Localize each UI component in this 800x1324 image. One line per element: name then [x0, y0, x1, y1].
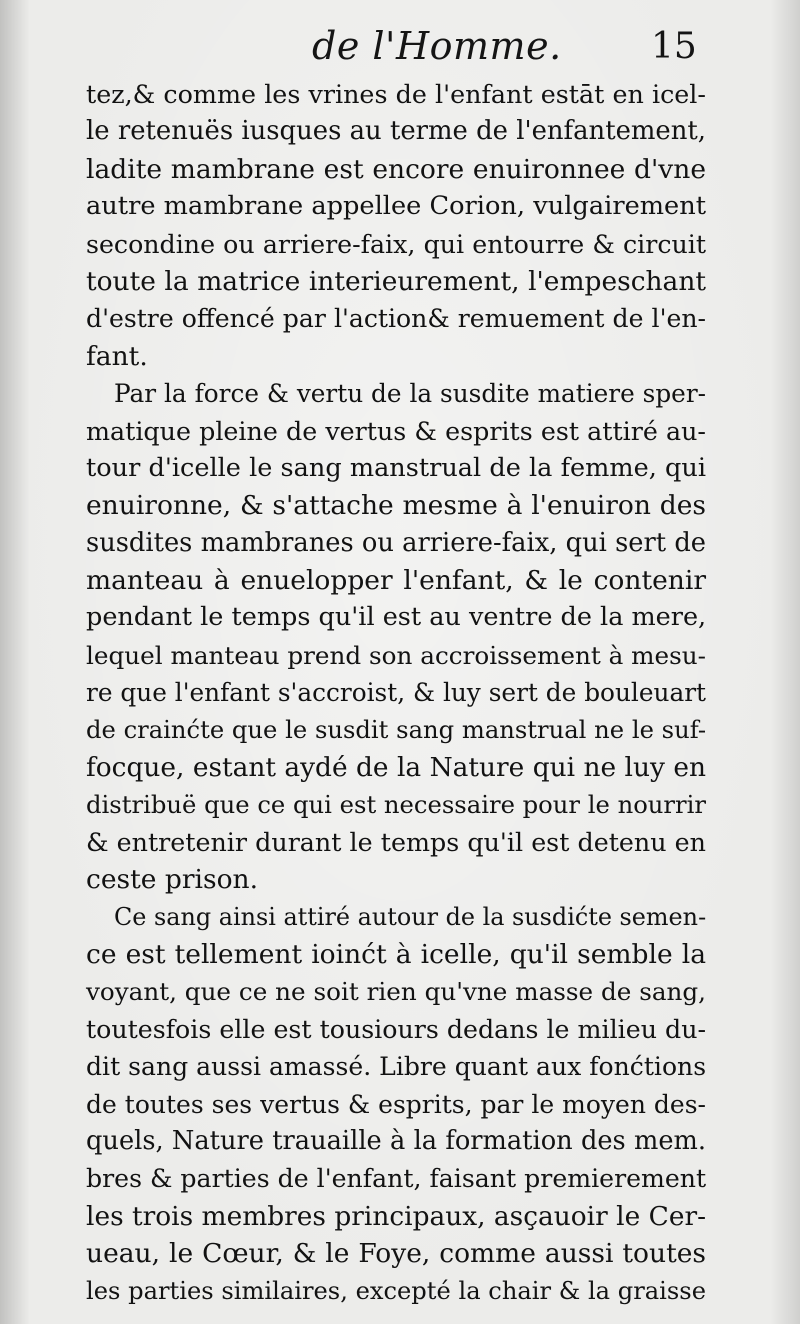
text-line: tez,& comme les vrines de l'enfant estāt en icel-: [86, 79, 706, 109]
text-line: dit sang aussi amassé. Libre quant aux fonćtions: [86, 1052, 707, 1082]
text-line: ceste prison.: [86, 864, 259, 896]
text-line: manteau à enuelopper l'enfant, & le contenir: [86, 565, 706, 597]
text-line: enuironne, & s'attache mesme à l'enuiron des: [86, 490, 706, 522]
text-line: tour d'icelle le sang manstrual de la femme, qui: [86, 452, 706, 483]
text-line: autre mambrane appellee Corion, vulgairement: [86, 191, 706, 222]
text-line: voyant, que ce ne soit rien qu'vne masse de sang,: [86, 977, 706, 1007]
text-line: ce est tellement ioinćt à icelle, qu'il semble la: [86, 938, 706, 970]
text-line: Ce sang ainsi attiré autour de la susdićte semen-: [114, 902, 707, 931]
text-line: re que l'enfant s'accroist, & luy sert de bouleuart: [86, 678, 706, 708]
running-title: de l'Homme.: [312, 24, 562, 68]
page-number: 15: [651, 26, 697, 67]
text-line: bres & parties de l'enfant, faisant premierement: [86, 1164, 707, 1194]
text-line: pendant le temps qu'il est au ventre de la mere,: [86, 602, 707, 633]
text-line: toute la matrice interieurement, l'empeschant: [86, 265, 706, 297]
text-line: quels, Nature trauaille à la formation des mem.: [86, 1125, 706, 1156]
text-line: secondine ou arriere-faix, qui entourre & circuit: [86, 229, 706, 259]
text-line: focque, estant aydé de la Nature qui ne luy en: [86, 752, 706, 784]
text-line: les parties similaires, excepté la chair & la graisse: [86, 1276, 706, 1305]
body-text: [86, 76, 706, 1310]
text-line: Par la force & vertu de la susdite matiere sper-: [114, 379, 706, 409]
text-line: de crainćte que le susdit sang manstrual ne le suf-: [86, 715, 706, 744]
text-line: le retenuës iusques au terme de l'enfantement,: [86, 116, 706, 147]
text-line: fant.: [86, 340, 148, 372]
text-line: distribuë que ce qui est necessaire pour le nourrir: [86, 790, 706, 820]
text-line: lequel manteau prend son accroissement à mesu-: [86, 640, 706, 670]
text-line: d'estre offencé par l'action& remuement de l'en-: [86, 304, 706, 334]
text-line: de toutes ses vertus & esprits, par le moyen des-: [86, 1089, 706, 1119]
text-line: ueau, le Cœur, & le Foye, comme aussi toutes: [86, 1238, 706, 1270]
text-line: toutesfois elle est tousiours dedans le milieu du-: [86, 1014, 706, 1044]
text-line: susdites mambranes ou arriere-faix, qui sert de: [86, 527, 706, 558]
text-line: & entretenir durant le temps qu'il est detenu en: [86, 826, 706, 857]
page-header: [0, 14, 800, 74]
text-line: ladite mambrane est encore enuironnee d'vne: [86, 153, 706, 185]
text-line: matique pleine de vertus & esprits est attiré au-: [86, 415, 706, 446]
text-line: les trois membres principaux, asçauoir le Cer-: [86, 1200, 706, 1232]
